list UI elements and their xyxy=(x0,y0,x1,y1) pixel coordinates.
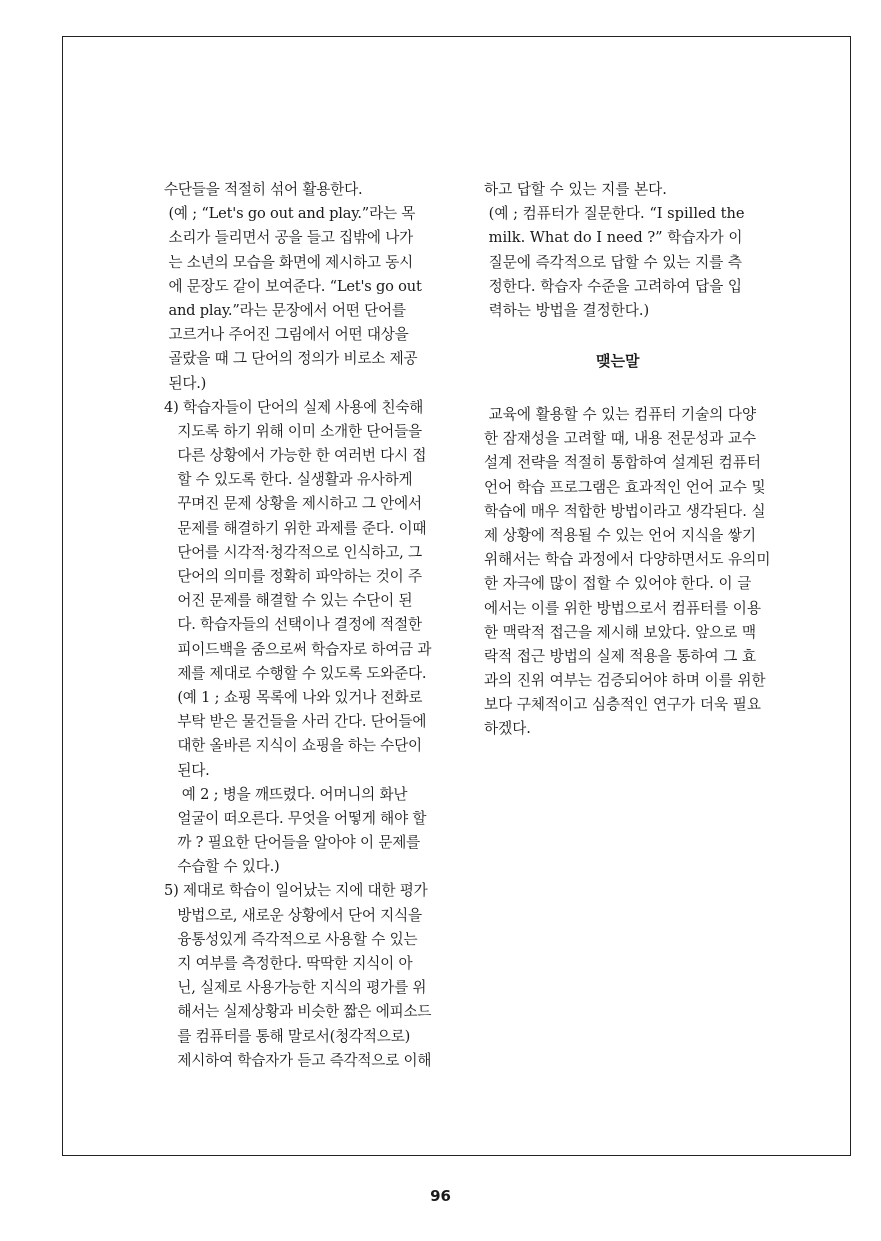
text-line: 된다.) xyxy=(164,374,207,392)
text-line: 언어 학습 프로그램은 효과적인 언어 교수 및 xyxy=(484,478,766,496)
text-line: 방법으로, 새로운 상황에서 단어 지식을 xyxy=(164,906,422,924)
text-line: 수단들을 적절히 섞어 활용한다. xyxy=(164,181,363,198)
text-line: 단어의 의미를 정확히 파악하는 것이 주 xyxy=(164,568,422,585)
page-number: 96 xyxy=(430,1187,451,1205)
text-line: 하겠다. xyxy=(484,720,531,738)
text-line: (예 ; “Let's go out and play.”라는 목 xyxy=(164,205,416,223)
text-line: 5) 제대로 학습이 일어났는 지에 대한 평가 xyxy=(164,882,428,900)
text-line: 에서는 이를 위한 방법으로서 컴퓨터를 이용 xyxy=(484,599,761,617)
conclusion-paragraph xyxy=(484,403,774,742)
text-line: 닌, 실제로 사용가능한 지식의 평가를 위 xyxy=(164,979,427,997)
text-line: 과의 진위 여부는 검증되어야 하며 이를 위한 xyxy=(484,672,766,690)
text-line: 는 소년의 모습을 화면에 제시하고 동시 xyxy=(164,253,413,271)
text-line: 융통성있게 즉각적으로 사용할 수 있는 xyxy=(164,930,418,948)
text-line: 한 자극에 많이 접할 수 있어야 한다. 이 글 xyxy=(484,575,752,593)
text-line: (예 ; 컴퓨터가 질문한다. “I spilled the xyxy=(484,205,745,223)
text-line: 하고 답할 수 있는 지를 본다. xyxy=(484,181,667,198)
text-line: 수습할 수 있다.) xyxy=(164,858,280,876)
text-line: 제시하여 학습자가 듣고 즉각적으로 이해 xyxy=(164,1051,432,1069)
text-line: 꾸며진 문제 상황을 제시하고 그 안에서 xyxy=(164,495,422,513)
text-line: 를 컴퓨터를 통해 말로서(청각적으로) xyxy=(164,1027,411,1045)
text-line: 력하는 방법을 결정한다.) xyxy=(484,301,650,319)
text-line: 정한다. 학습자 수준을 고려하여 답을 입 xyxy=(484,277,743,295)
text-line: 지도록 하기 위해 이미 소개한 단어들을 xyxy=(164,422,422,440)
text-line: 피이드백을 줌으로써 학습자로 하여금 과 xyxy=(164,640,432,658)
text-line: 할 수 있도록 한다. 실생활과 유사하게 xyxy=(164,471,413,489)
text-line: and play.”라는 문장에서 어떤 단어를 xyxy=(164,301,406,319)
text-line: 다른 상황에서 가능한 한 여러번 다시 접 xyxy=(164,447,427,465)
right-column-top xyxy=(484,178,774,323)
text-line: 대한 올바른 지식이 쇼핑을 하는 수단이 xyxy=(164,737,422,755)
text-line: milk. What do I need ?” 학습자가 이 xyxy=(484,229,743,247)
text-line: 예 2 ; 병을 깨뜨렸다. 어머니의 화난 xyxy=(164,785,408,803)
text-line: 골랐을 때 그 단어의 정의가 비로소 제공 xyxy=(164,350,418,368)
text-line: 한 맥락적 접근을 제시해 보았다. 앞으로 맥 xyxy=(484,623,757,641)
text-line: 한 잠재성을 고려할 때, 내용 전문성과 교수 xyxy=(484,430,757,448)
text-line: 락적 접근 방법의 실제 적용을 통하여 그 효 xyxy=(484,647,757,665)
section-heading: 맺는말 xyxy=(596,352,640,370)
text-line: 4) 학습자들이 단어의 실제 사용에 친숙해 xyxy=(164,398,424,416)
text-line: 질문에 즉각적으로 답할 수 있는 지를 측 xyxy=(484,253,743,271)
text-line: 문제를 해결하기 위한 과제를 준다. 이때 xyxy=(164,519,427,537)
text-line: 부탁 받은 물건들을 사러 간다. 단어들에 xyxy=(164,713,427,731)
text-line: 에 문장도 같이 보여준다. “Let's go out xyxy=(164,277,422,295)
text-line: 고르거나 주어진 그림에서 어떤 대상을 xyxy=(164,326,409,344)
text-line: 소리가 들리면서 공을 들고 집밖에 나가 xyxy=(164,229,413,247)
text-line: 지 여부를 측정한다. 딱딱한 지식이 아 xyxy=(164,955,413,972)
text-line: (예 1 ; 쇼핑 목록에 나와 있거나 전화로 xyxy=(164,688,423,706)
text-line: 교육에 활용할 수 있는 컴퓨터 기술의 다양 xyxy=(484,406,757,423)
text-line: 제를 제대로 수행할 수 있도록 도와준다. xyxy=(164,664,427,682)
text-line: 어진 문제를 해결할 수 있는 수단이 된 xyxy=(164,592,413,610)
left-column xyxy=(164,178,434,1073)
text-line: 설계 전략을 적절히 통합하여 설계된 컴퓨터 xyxy=(484,454,761,472)
text-line: 해서는 실제상황과 비슷한 짧은 에피소드 xyxy=(164,1003,432,1021)
text-line: 보다 구체적이고 심층적인 연구가 더욱 필요 xyxy=(484,696,761,714)
text-line: 까 ? 필요한 단어들을 알아야 이 문제를 xyxy=(164,834,421,852)
text-line: 제 상황에 적용될 수 있는 언어 지식을 쌓기 xyxy=(484,526,757,544)
text-line: 위해서는 학습 과정에서 다양하면서도 유의미 xyxy=(484,551,771,569)
text-line: 얼굴이 떠오른다. 무엇을 어떻게 해야 할 xyxy=(164,809,427,827)
text-line: 학습에 매우 적합한 방법이라고 생각된다. 실 xyxy=(484,502,766,520)
text-line: 다. 학습자들의 선택이나 결정에 적절한 xyxy=(164,616,422,634)
text-line: 단어를 시각적·청각적으로 인식하고, 그 xyxy=(164,543,422,561)
text-line: 된다. xyxy=(164,761,210,779)
